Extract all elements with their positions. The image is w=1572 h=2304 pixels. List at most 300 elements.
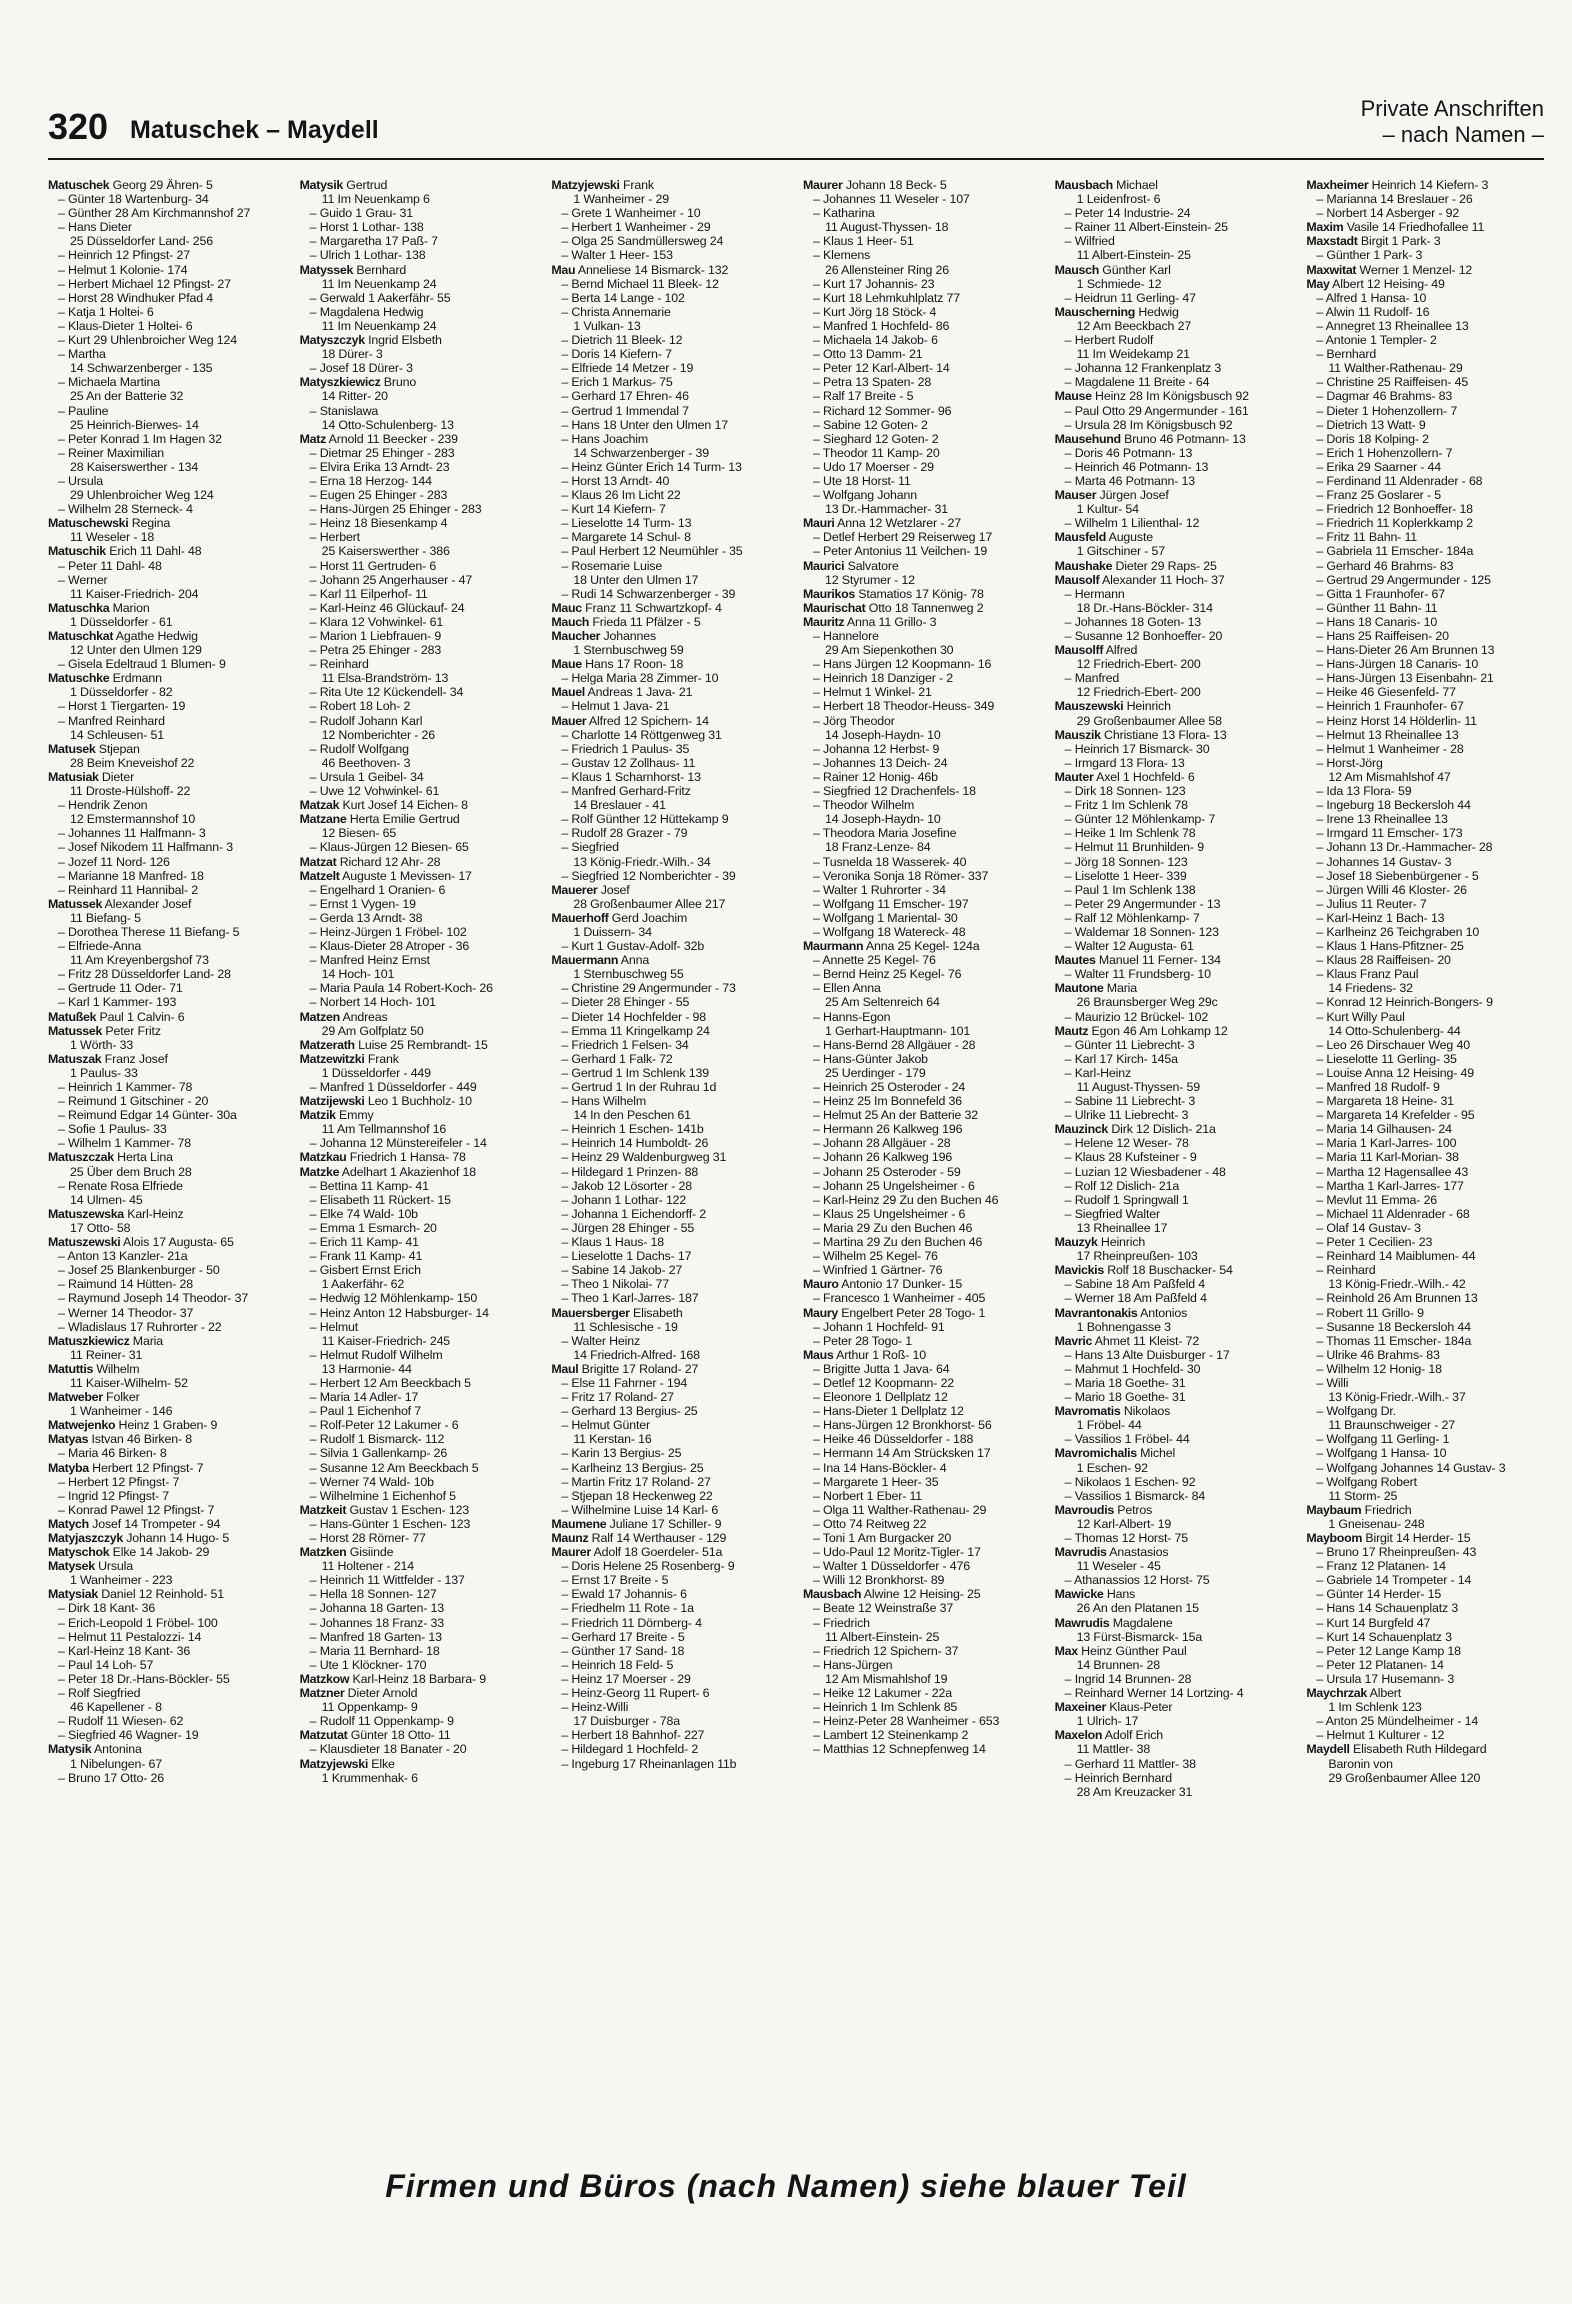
surname: Mausfeld	[1054, 530, 1106, 545]
directory-entry: 1 Krummenhak- 6	[321, 1770, 418, 1785]
directory-entry: – Udo 17 Moerser - 29	[813, 459, 934, 474]
directory-entry: – Jörg 18 Sonnen- 123	[1064, 854, 1188, 869]
directory-entry: – Theodor 11 Kamp- 20	[813, 445, 940, 460]
surname: Matyszczyk	[299, 333, 365, 348]
entry-details: Birgit 1 Park- 3	[1357, 234, 1441, 249]
directory-entry: – Bernhard	[1316, 347, 1377, 362]
directory-entry: – Walter 12 Augusta- 61	[1064, 939, 1194, 954]
directory-entry: 14 Schwarzenberger - 39	[573, 445, 710, 460]
directory-entry: – Helmut 13 Rheinallee 13	[1316, 727, 1459, 742]
directory-entry: – Reinhard Werner 14 Lortzing- 4	[1064, 1686, 1244, 1701]
directory-entry	[1055, 432, 1293, 446]
directory-entry: – Reinhard 11 Hannibal- 2	[58, 882, 198, 897]
directory-entry: – Hermann 14 Am Strücksken 17	[813, 1446, 991, 1461]
entry-details: Bernhard	[353, 262, 407, 277]
directory-entry: – Irene 13 Rheinallee 13	[1316, 812, 1448, 827]
directory-entry: – Irmgard 13 Flora- 13	[1064, 755, 1185, 770]
directory-entry: – Hanns-Egon	[813, 1009, 891, 1024]
directory-entry	[551, 601, 789, 615]
directory-entry: Baronin von	[1328, 1756, 1393, 1771]
directory-entry: – Wolfgang Robert	[1316, 1474, 1417, 1489]
directory-entry: – Mario 18 Goethe- 31	[1064, 1390, 1186, 1405]
directory-columns	[48, 178, 1544, 2113]
directory-entry: – Hannelore	[813, 629, 879, 643]
directory-entry: 12 Am Mismahlshof 19	[825, 1671, 948, 1686]
directory-entry: – Ulrike 46 Brahms- 83	[1316, 1347, 1440, 1362]
directory-entry: 29 Uhlenbroicher Weg 124	[70, 488, 214, 503]
directory-entry: – Gerhard 46 Brahms- 83	[1316, 558, 1454, 573]
directory-entry: – Reiner Maximilian	[58, 445, 164, 460]
directory-entry: – Katja 1 Holtei- 6	[58, 304, 154, 319]
directory-entry: – Marta 46 Potmann- 13	[1064, 473, 1195, 488]
directory-entry: – Friedrich 12 Bonhoeffer- 18	[1316, 502, 1473, 517]
directory-entry: – Hermann	[1064, 586, 1125, 601]
surname: Mautz	[1054, 1023, 1089, 1038]
directory-entry	[551, 1545, 789, 1559]
directory-entry: 11 Weseler - 18	[70, 530, 155, 545]
directory-entry: – Heinz-Jürgen 1 Fröbel- 102	[309, 924, 467, 939]
directory-entry	[300, 812, 538, 826]
entry-details: Heinz Günther Paul	[1077, 1643, 1187, 1658]
entry-details: Elke	[367, 1756, 395, 1771]
surname: Maury	[803, 1305, 838, 1320]
directory-entry	[803, 516, 1041, 530]
directory-entry: – Gerwald 1 Aakerfähr- 55	[309, 290, 451, 305]
directory-entry: – Helmut 11 Brunhilden- 9	[1064, 840, 1204, 855]
directory-entry: – Paul 14 Loh- 57	[58, 1657, 154, 1672]
directory-entry: 28 Kaiserswerther - 134	[70, 459, 199, 474]
directory-entry: – Ulrike 11 Liebrecht- 3	[1064, 1108, 1189, 1123]
directory-entry: – Gerhard 13 Bergius- 25	[561, 1404, 698, 1419]
directory-entry: – Charlotte 14 Röttgenweg 31	[561, 727, 722, 742]
surname: Mauer	[551, 713, 587, 728]
entry-details: Peter Fritz	[102, 1023, 161, 1038]
directory-entry: – Paul 1 Im Schlenk 138	[1064, 882, 1196, 897]
directory-entry: – Wilhelmine 1 Eichenhof 5	[309, 1488, 456, 1503]
directory-entry: – Rolf 12 Dislich- 21a	[1064, 1178, 1180, 1193]
directory-entry: – Magdalena Hedwig	[309, 304, 424, 319]
entry-details: Michel	[1136, 1446, 1176, 1461]
directory-entry: 12 Nomberichter - 26	[321, 727, 436, 742]
directory-entry	[1055, 953, 1293, 967]
directory-entry: – Johann 25 Osteroder - 59	[813, 1164, 961, 1179]
directory-entry: – Johanna 1 Eichendorff- 2	[561, 1206, 706, 1221]
directory-entry: – Berta 14 Lange - 102	[561, 290, 685, 305]
surname: Matzner	[299, 1686, 345, 1701]
directory-column	[1306, 178, 1544, 2113]
entry-details: Vasile 14 Friedhofallee 11	[1343, 220, 1485, 235]
surname: Matzen	[299, 1009, 340, 1024]
directory-entry: – Wolfgang Johann	[813, 488, 917, 503]
directory-entry: – Johannes 18 Goten- 13	[1064, 614, 1202, 629]
directory-entry: 14 Ritter- 20	[321, 389, 388, 404]
surname: Matuttis	[48, 1361, 94, 1376]
directory-entry: – Heinrich 14 Humboldt- 26	[561, 1136, 709, 1151]
surname: Matzat	[299, 854, 337, 869]
directory-entry: – Peter 11 Dahl- 48	[58, 558, 162, 573]
directory-entry: – Maria 46 Birken- 8	[58, 1446, 167, 1461]
directory-entry: – Otto 74 Reitweg 22	[813, 1516, 927, 1531]
section-title	[1361, 96, 1544, 148]
directory-entry: – Heike 46 Giesenfeld- 77	[1316, 685, 1456, 700]
surname: Maunz	[551, 1531, 589, 1545]
directory-entry: – Detlef Herbert 29 Reiserweg 17	[813, 530, 993, 545]
directory-entry: – Wilfried	[1064, 234, 1115, 249]
directory-entry	[300, 1545, 538, 1559]
directory-entry: – Manfred Heinz Ernst	[309, 953, 430, 968]
section-title-line1: Private Anschriften	[1360, 96, 1544, 121]
entry-details: Agathe Hedwig	[113, 629, 198, 643]
directory-entry: – Paul Otto 29 Angermunder - 161	[1064, 403, 1249, 418]
directory-entry: – Gertrud 29 Angermunder - 125	[1316, 572, 1491, 587]
entry-details: Johann 18 Beck- 5	[842, 178, 947, 192]
directory-entry: – Walter 1 Heer- 153	[561, 248, 673, 263]
entry-details: Auguste	[1105, 530, 1153, 545]
directory-entry: – Horst 13 Arndt- 40	[561, 473, 670, 488]
surname: Maus	[803, 1347, 834, 1362]
directory-entry	[1055, 1644, 1293, 1658]
entry-details: Adolf 18 Goerdeler- 51a	[590, 1545, 723, 1560]
directory-entry: – Erich 1 Markus- 75	[561, 375, 673, 390]
directory-entry: – Gertrud 1 In der Ruhrau 1d	[561, 1080, 717, 1094]
surname: Matysik	[299, 178, 344, 192]
surname: Maurer	[551, 1545, 591, 1560]
directory-entry: – Heinz-Georg 11 Rupert- 6	[561, 1686, 710, 1701]
directory-entry	[1055, 770, 1293, 784]
directory-entry: – Gerhard 17 Breite - 5	[561, 1629, 685, 1644]
directory-entry: 1 Düsseldorfer - 82	[70, 685, 173, 700]
directory-entry	[1055, 1446, 1293, 1460]
directory-entry: – Francesco 1 Wanheimer - 405	[813, 1291, 986, 1306]
directory-entry: – Heidrun 11 Gerling- 47	[1064, 290, 1196, 305]
directory-entry: – Horst-Jörg	[1316, 755, 1383, 770]
surname: Maxelon	[1054, 1728, 1103, 1743]
directory-entry	[300, 1052, 538, 1066]
directory-entry: – Siegfried Walter	[1064, 1206, 1160, 1221]
directory-entry: – Else 11 Fahrner - 194	[561, 1375, 688, 1390]
entry-details: Ahmet 11 Kleist- 72	[1092, 1333, 1200, 1348]
directory-entry: – Rudolf 11 Wiesen- 62	[58, 1714, 184, 1729]
directory-entry: 18 Dürer- 3	[321, 347, 383, 362]
directory-entry: – Johannes 11 Halfmann- 3	[58, 826, 206, 841]
directory-entry: – Karlheinz 26 Teichgraben 10	[1316, 924, 1480, 939]
directory-entry	[48, 1545, 286, 1559]
directory-entry	[1055, 178, 1293, 192]
directory-entry: – Konrad 12 Heinrich-Bongers- 9	[1316, 995, 1493, 1010]
directory-entry: 25 An der Batterie 32	[70, 389, 184, 404]
directory-entry: 11 Reiner- 31	[70, 1347, 143, 1362]
entry-details: Frank	[364, 1051, 399, 1066]
surname: Mause	[1054, 389, 1092, 404]
directory-entry: 11 Braunschweiger - 27	[1328, 1418, 1455, 1433]
directory-entry: – Johann 25 Angerhauser - 47	[309, 572, 473, 587]
directory-entry: – Heinz 18 Biesenkamp 4	[309, 516, 448, 531]
entry-details: Juliane 17 Schiller- 9	[606, 1516, 722, 1531]
directory-entry: 11 August-Thyssen- 18	[825, 220, 949, 235]
directory-entry: 11 Walther-Rathenau- 29	[1328, 361, 1463, 376]
directory-entry: – Brigitte Jutta 1 Java- 64	[813, 1361, 950, 1376]
directory-entry: 12 Friedrich-Ebert- 200	[1076, 685, 1201, 700]
directory-entry: 14 Friedens- 32	[1328, 981, 1413, 996]
surname: Mauel	[551, 685, 585, 700]
directory-entry: – Nikolaos 1 Eschen- 92	[1064, 1474, 1196, 1489]
directory-entry: – Helmut 1 Kulturer - 12	[1316, 1728, 1445, 1743]
directory-entry: – Ursula 17 Husemann- 3	[1316, 1671, 1455, 1686]
directory-entry	[803, 587, 1041, 601]
entry-details: Maria	[1103, 981, 1138, 996]
directory-entry: – Hans-Jürgen 25 Ehinger - 283	[309, 502, 482, 517]
directory-entry: 1 Fröbel- 44	[1076, 1418, 1142, 1433]
directory-entry: – Heinrich Bernhard	[1064, 1770, 1173, 1785]
entry-details: Ralf 14 Werthauser - 129	[588, 1531, 727, 1545]
surname: Mauri	[803, 516, 835, 531]
directory-column	[48, 178, 286, 2113]
directory-entry: – Johann 25 Ungelsheimer - 6	[813, 1178, 975, 1193]
entry-details: Frank	[619, 178, 654, 192]
directory-entry: – Christa Annemarie	[561, 304, 671, 319]
entry-details: Herbert 12 Pfingst- 7	[88, 1460, 204, 1475]
surname: Matuszewski	[48, 1235, 121, 1250]
directory-entry: – Ralf 12 Möhlenkamp- 7	[1064, 910, 1200, 925]
directory-entry	[1055, 389, 1293, 403]
directory-entry: – Christine 29 Angermunder - 73	[561, 981, 736, 996]
directory-entry	[1055, 1235, 1293, 1249]
surname: Matzyjewski	[551, 178, 620, 192]
directory-entry: – Maria 14 Gilhausen- 24	[1316, 1122, 1452, 1137]
directory-entry	[803, 178, 1041, 192]
directory-entry: – Johanna 12 Münstereifeler - 14	[309, 1136, 487, 1151]
directory-entry	[300, 1757, 538, 1771]
directory-entry: – Friedhelm 11 Rote - 1a	[561, 1601, 694, 1616]
directory-entry: – Ingrid 12 Pfingst- 7	[58, 1488, 170, 1503]
directory-entry: – Walter Heinz	[561, 1333, 641, 1348]
directory-entry	[48, 1742, 286, 1756]
entry-details: Egon 46 Am Lohkamp 12	[1088, 1023, 1228, 1038]
surname: Mautone	[1054, 981, 1104, 996]
directory-entry: – Helmut Günter	[561, 1418, 650, 1433]
directory-entry: – Reinhard 14 Maiblumen- 44	[1316, 1249, 1476, 1264]
directory-entry	[1306, 1531, 1544, 1545]
directory-entry: – Wladislaus 17 Ruhrorter - 22	[58, 1319, 222, 1334]
directory-entry: 25 Kaiserswerther - 386	[321, 544, 450, 559]
surname: Maurmann	[803, 939, 864, 954]
entry-details: Hans	[1103, 1587, 1136, 1602]
directory-entry: – Raimund 14 Hütten- 28	[58, 1277, 193, 1292]
directory-entry: – Marianne 18 Manfred- 18	[58, 868, 204, 883]
surname: Maxeiner	[1054, 1700, 1106, 1715]
directory-entry: 11 Elsa-Brandström- 13	[321, 671, 449, 686]
directory-entry: – Klausdieter 18 Banater - 20	[309, 1742, 467, 1757]
directory-entry: – Paul Herbert 12 Neumühler - 35	[561, 544, 743, 559]
directory-entry: – Heinrich 12 Pfingst- 27	[58, 248, 190, 263]
directory-entry: – Jürgen 28 Ehinger - 55	[561, 1220, 695, 1235]
surname: Mausolf	[1054, 572, 1100, 587]
directory-entry: – Magdalene 11 Breite - 64	[1064, 375, 1210, 390]
directory-entry: 25 Uerdinger - 179	[825, 1065, 926, 1080]
entry-details: Günter 18 Otto- 11	[347, 1728, 451, 1743]
directory-entry	[48, 629, 286, 643]
entry-details: Franz 11 Schwartzkopf- 4	[581, 600, 722, 615]
surname: Matysiak	[48, 1587, 98, 1602]
surname: Maxwitat	[1306, 262, 1357, 277]
entry-details: Johannes	[600, 629, 657, 643]
directory-entry: – Karl-Heinz 1 Bach- 13	[1316, 910, 1445, 925]
directory-entry: – Bernd Michael 11 Bleek- 12	[561, 276, 719, 291]
directory-entry: – Helmut 1 Java- 21	[561, 699, 670, 714]
directory-entry: – Gustav 12 Zollhaus- 11	[561, 755, 696, 770]
directory-entry: – Theo 1 Nikolai- 77	[561, 1277, 669, 1292]
directory-entry	[1055, 263, 1293, 277]
directory-entry: – Sabine 14 Jakob- 27	[561, 1263, 683, 1278]
directory-entry: – Herbert 1 Wanheimer - 29	[561, 220, 711, 235]
directory-entry	[300, 1150, 538, 1164]
entry-details: Rolf 18 Buschacker- 54	[1103, 1263, 1233, 1278]
directory-entry: – Rudolf 11 Oppenkamp- 9	[309, 1714, 454, 1729]
directory-entry: – Silvia 1 Gallenkamp- 26	[309, 1446, 448, 1461]
entry-details: Heinrich	[1097, 1235, 1146, 1250]
surname: Matzik	[299, 1108, 336, 1123]
directory-entry: – Johann 13 Dr.-Hammacher- 28	[1316, 840, 1493, 855]
directory-entry: – Klaus 1 Haus- 18	[561, 1235, 665, 1250]
directory-entry: 29 Am Golfplatz 50	[321, 1023, 424, 1038]
entry-details: Albert 12 Heising- 49	[1329, 276, 1445, 291]
entry-details: Friedrich	[1361, 1502, 1412, 1517]
entry-details: Herta Lina	[113, 1150, 173, 1165]
directory-entry: – Dietrich 13 Watt- 9	[1316, 417, 1426, 432]
page-number: 320	[48, 106, 109, 147]
directory-entry: – Hans-Dieter 1 Dellplatz 12	[813, 1404, 964, 1419]
directory-entry: – Sabine 12 Goten- 2	[813, 417, 928, 432]
surname: Matussek	[48, 1023, 103, 1038]
directory-entry: – Susanne 12 Am Beeckbach 5	[309, 1460, 479, 1475]
directory-entry: – Günter 11 Liebrecht- 3	[1064, 1037, 1195, 1052]
directory-entry: – Martha 1 Karl-Jarres- 177	[1316, 1178, 1464, 1193]
entry-details: Bruno	[380, 375, 417, 390]
directory-entry: – Heinz Horst 14 Hölderlin- 11	[1316, 713, 1477, 728]
directory-entry: – Helmut Rudolf Wilhelm	[309, 1347, 443, 1362]
surname: Mausbach	[1054, 178, 1113, 192]
directory-entry	[1055, 1334, 1293, 1348]
directory-entry: – Hans-Jürgen 18 Canaris- 10	[1316, 657, 1479, 672]
surname: Matuschik	[48, 544, 106, 559]
directory-entry: – Reimund 1 Gitschiner - 20	[58, 1094, 209, 1109]
directory-entry: – Klaus-Jürgen 12 Biesen- 65	[309, 840, 469, 855]
directory-entry: – Erich-Leopold 1 Fröbel- 100	[58, 1615, 218, 1630]
surname: Mauritz	[803, 614, 845, 629]
directory-entry	[803, 1587, 1041, 1601]
directory-entry: – Heinrich 18 Feld- 5	[561, 1657, 674, 1672]
directory-entry: – Heinz-Peter 28 Wanheimer - 653	[813, 1714, 1000, 1729]
directory-entry	[551, 178, 789, 192]
directory-entry: – Karl-Heinz	[1064, 1065, 1132, 1080]
surname: Mavromatis	[1054, 1404, 1121, 1419]
directory-entry: – Ursula	[58, 473, 103, 488]
entry-details: Birgit 14 Herder- 15	[1362, 1531, 1471, 1545]
entry-details: Leo 1 Buchholz- 10	[364, 1094, 472, 1109]
entry-details: Andreas 1 Java- 21	[584, 685, 693, 700]
directory-entry: – Mahmut 1 Hochfeld- 30	[1064, 1361, 1201, 1376]
directory-entry: 25 Heinrich-Bierwes- 14	[70, 417, 199, 432]
directory-entry: – Elisabeth 11 Rückert- 15	[309, 1192, 451, 1207]
directory-entry: – Eleonore 1 Dellplatz 12	[813, 1390, 948, 1405]
directory-entry: – Gitta 1 Fraunhofer- 67	[1316, 586, 1445, 601]
entry-details: Luise 25 Rembrandt- 15	[354, 1037, 488, 1052]
directory-entry: – Bruno 17 Otto- 26	[58, 1770, 164, 1785]
directory-entry: – Martina 29 Zu den Buchen 46	[813, 1235, 983, 1250]
entry-details: Friedrich 1 Hansa- 78	[346, 1150, 466, 1165]
directory-entry: – Franz 12 Platanen- 14	[1316, 1559, 1446, 1574]
directory-entry: 18 Franz-Lenze- 84	[825, 840, 931, 855]
directory-entry: 13 Fürst-Bismarck- 15a	[1076, 1629, 1203, 1644]
directory-entry: – Johann 1 Lothar- 122	[561, 1192, 687, 1207]
directory-entry	[1306, 1742, 1544, 1756]
directory-entry: – Günther 1 Park- 3	[1316, 248, 1423, 263]
directory-entry: 1 Wanheimer - 223	[70, 1573, 173, 1588]
directory-entry: 29 Großenbaumer Allee 120	[1328, 1770, 1481, 1785]
directory-entry: – Siegfried 12 Nomberichter - 39	[561, 868, 736, 883]
directory-entry: – Peter 12 Lange Kamp 18	[1316, 1643, 1461, 1658]
directory-entry: – Günter 18 Wartenburg- 34	[58, 192, 209, 207]
directory-entry	[1055, 1700, 1293, 1714]
directory-entry: – Doris 18 Kolping- 2	[1316, 431, 1429, 446]
surname: Matzken	[299, 1545, 347, 1560]
directory-entry: – Josef 25 Blankenburger - 50	[58, 1263, 220, 1278]
directory-entry: – Ulrich 1 Lothar- 138	[309, 248, 426, 263]
directory-entry: – Manfred	[1064, 671, 1120, 686]
directory-entry: – Louise Anna 12 Heising- 49	[1316, 1065, 1475, 1080]
directory-entry: – Kurt Willy Paul	[1316, 1009, 1405, 1024]
entry-details: Maria	[129, 1333, 164, 1348]
directory-entry	[803, 939, 1041, 953]
surname: Mauc	[551, 600, 582, 615]
directory-entry: – Horst 11 Gertruden- 6	[309, 558, 437, 573]
directory-entry: 1 Vulkan- 13	[573, 318, 641, 333]
directory-entry: – Hans Dieter	[58, 220, 132, 235]
directory-entry: – Helmut 1 Kolonie- 174	[58, 262, 188, 277]
entry-details: Gisiinde	[346, 1545, 394, 1560]
directory-entry: – Manfred 1 Hochfeld- 86	[813, 318, 950, 333]
directory-entry	[551, 714, 789, 728]
directory-entry: 1 Paulus- 33	[70, 1065, 138, 1080]
directory-entry: – Dieter 28 Ehinger - 55	[561, 995, 690, 1010]
entry-details: Ursula	[94, 1559, 134, 1574]
directory-entry	[48, 1418, 286, 1432]
directory-entry: – Julius 11 Reuter- 7	[1316, 896, 1427, 911]
surname: Mauerhoff	[551, 910, 609, 925]
surname: Mauzinck	[1054, 1122, 1109, 1137]
directory-entry: – Lieselotte 14 Turm- 13	[561, 516, 692, 531]
directory-entry: – Alwin 11 Rudolf- 16	[1316, 304, 1430, 319]
directory-entry: – Raymund Joseph 14 Theodor- 37	[58, 1291, 249, 1306]
directory-entry	[48, 1235, 286, 1249]
directory-entry	[300, 1672, 538, 1686]
surname: Mauscherning	[1054, 304, 1136, 319]
directory-entry: 13 König-Friedr.-Wilh.- 42	[1328, 1277, 1466, 1292]
directory-entry: – Wolfgang 18 Watereck- 48	[813, 924, 966, 939]
directory-entry: – Petra 25 Ehinger - 283	[309, 643, 442, 658]
directory-entry: – Eugen 25 Ehinger - 283	[309, 488, 448, 503]
directory-entry: – Beate 12 Weinstraße 37	[813, 1601, 954, 1616]
directory-entry: – Walter 1 Düsseldorfer - 476	[813, 1559, 971, 1574]
directory-entry: – Bettina 11 Kamp- 41	[309, 1178, 429, 1193]
surname: Maumene	[551, 1516, 607, 1531]
directory-entry: – Karl 1 Kammer- 193	[58, 995, 177, 1010]
directory-entry: – Siegfried	[561, 840, 619, 855]
directory-entry: – Wolfgang Johannes 14 Gustav- 3	[1316, 1460, 1506, 1475]
directory-entry: – Elke 74 Wald- 10b	[309, 1206, 418, 1221]
directory-entry: – Wolfgang 1 Hansa- 10	[1316, 1446, 1447, 1461]
entry-details: Anna 25 Kegel- 124a	[863, 939, 980, 954]
